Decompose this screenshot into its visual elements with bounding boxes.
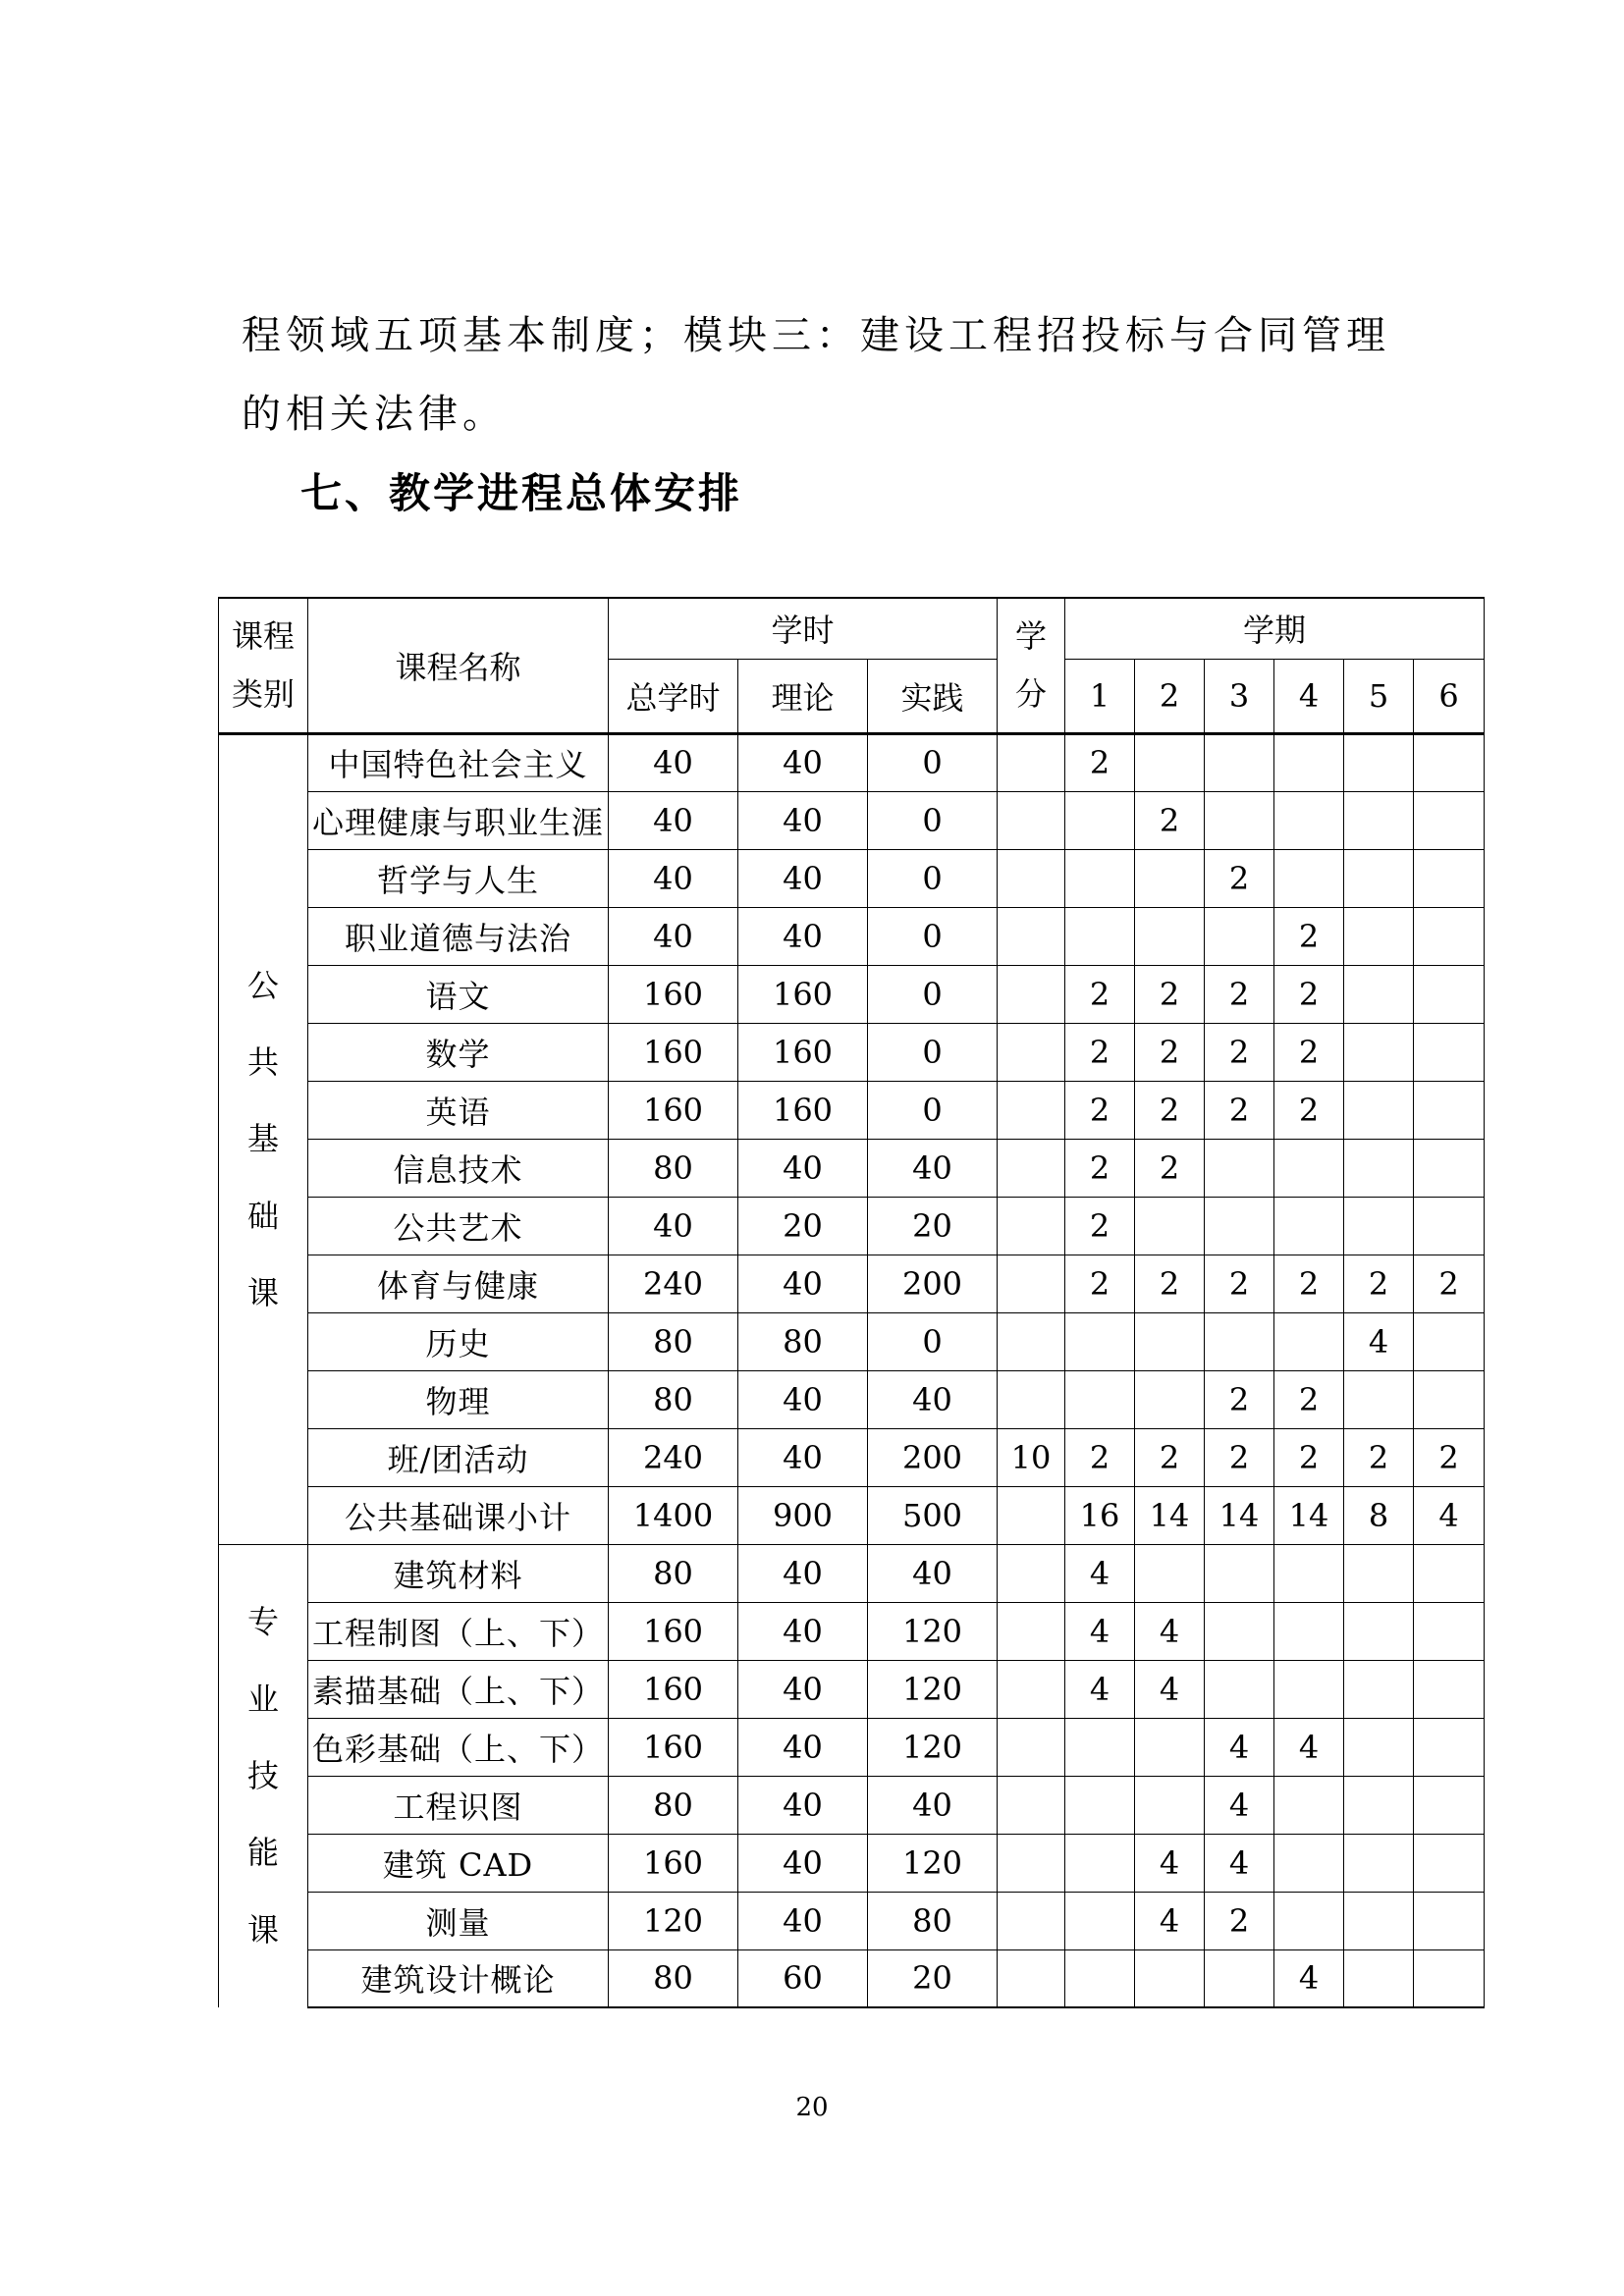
course-name-cell: 工程制图（上、下） [308,1602,609,1660]
semester-6-cell [1414,907,1485,965]
semester-2-cell [1135,1949,1205,2007]
teaching-schedule-table [218,597,1485,2008]
practice-hours-cell: 120 [868,1834,998,1892]
semester-5-cell [1344,907,1414,965]
semester-3-cell: 14 [1205,1486,1274,1544]
table-row [219,1602,1485,1660]
semester-4-cell: 2 [1274,1370,1344,1428]
theory-hours-cell: 40 [738,907,868,965]
semester-2-cell: 4 [1135,1834,1205,1892]
semester-2-cell: 2 [1135,1081,1205,1139]
semester-1-cell: 4 [1065,1602,1135,1660]
header-semester-3: 3 [1205,659,1274,733]
semester-1-cell: 2 [1065,1255,1135,1312]
semester-4-cell [1274,849,1344,907]
semester-6-cell [1414,733,1485,791]
credit-cell [998,1139,1065,1197]
semester-1-cell [1065,791,1135,849]
semester-3-cell [1205,1660,1274,1718]
semester-3-cell [1205,733,1274,791]
total-hours-cell: 1400 [609,1486,738,1544]
semester-4-cell [1274,791,1344,849]
semester-6-cell: 2 [1414,1255,1485,1312]
semester-4-cell: 2 [1274,1081,1344,1139]
credit-cell [998,733,1065,791]
semester-4-cell: 2 [1274,1023,1344,1081]
course-name-cell: 测量 [308,1892,609,1949]
table-row [219,1428,1485,1486]
semester-5-cell: 8 [1344,1486,1414,1544]
header-total-hours: 总学时 [609,659,738,733]
semester-3-cell: 2 [1205,1255,1274,1312]
semester-4-cell [1274,1139,1344,1197]
credit-cell [998,1776,1065,1834]
semester-4-cell: 14 [1274,1486,1344,1544]
semester-3-cell: 2 [1205,1428,1274,1486]
semester-4-cell [1274,1544,1344,1602]
table-row [219,907,1485,965]
semester-3-cell: 4 [1205,1776,1274,1834]
semester-4-cell [1274,1776,1344,1834]
header-credit-label: 学分 [1014,616,1047,713]
semester-4-cell [1274,1660,1344,1718]
semester-3-cell: 2 [1205,965,1274,1023]
course-name-cell: 数学 [308,1023,609,1081]
semester-1-cell [1065,1892,1135,1949]
header-credit [998,598,1065,733]
semester-6-cell [1414,1544,1485,1602]
semester-5-cell [1344,1023,1414,1081]
semester-5-cell [1344,1370,1414,1428]
semester-4-cell [1274,1602,1344,1660]
practice-hours-cell: 0 [868,1312,998,1370]
semester-4-cell: 2 [1274,965,1344,1023]
header-semester-group: 学期 [1065,598,1485,659]
semester-2-cell: 2 [1135,1139,1205,1197]
header-theory-hours: 理论 [738,659,868,733]
semester-5-cell [1344,1776,1414,1834]
semester-2-cell: 4 [1135,1892,1205,1949]
practice-hours-cell: 80 [868,1892,998,1949]
theory-hours-cell: 80 [738,1312,868,1370]
semester-2-cell: 4 [1135,1660,1205,1718]
semester-2-cell [1135,733,1205,791]
semester-2-cell: 2 [1135,791,1205,849]
semester-5-cell: 2 [1344,1428,1414,1486]
semester-4-cell: 4 [1274,1718,1344,1776]
course-name-cell: 语文 [308,965,609,1023]
semester-4-cell: 4 [1274,1949,1344,2007]
credit-cell [998,1660,1065,1718]
semester-4-cell: 2 [1274,1255,1344,1312]
semester-5-cell [1344,1197,1414,1255]
semester-1-cell [1065,1718,1135,1776]
table-row [219,1139,1485,1197]
theory-hours-cell: 40 [738,1718,868,1776]
semester-1-cell: 2 [1065,1081,1135,1139]
total-hours-cell: 160 [609,965,738,1023]
semester-6-cell [1414,1660,1485,1718]
total-hours-cell: 240 [609,1428,738,1486]
table-row [219,1544,1485,1602]
course-name-cell: 色彩基础（上、下） [308,1718,609,1776]
semester-5-cell [1344,1834,1414,1892]
course-name-cell: 物理 [308,1370,609,1428]
credit-cell [998,1544,1065,1602]
semester-1-cell: 4 [1065,1660,1135,1718]
header-hours-group: 学时 [609,598,998,659]
semester-5-cell [1344,1602,1414,1660]
semester-3-cell: 2 [1205,1081,1274,1139]
credit-cell [998,907,1065,965]
semester-1-cell [1065,1370,1135,1428]
credit-cell [998,1892,1065,1949]
semester-5-cell [1344,849,1414,907]
credit-cell [998,1312,1065,1370]
practice-hours-cell: 120 [868,1718,998,1776]
theory-hours-cell: 40 [738,1255,868,1312]
semester-2-cell [1135,1544,1205,1602]
practice-hours-cell: 40 [868,1776,998,1834]
semester-2-cell: 14 [1135,1486,1205,1544]
semester-5-cell [1344,1892,1414,1949]
table-header [219,598,1485,733]
semester-6-cell [1414,1081,1485,1139]
theory-hours-cell: 40 [738,1544,868,1602]
total-hours-cell: 80 [609,1544,738,1602]
theory-hours-cell: 20 [738,1197,868,1255]
semester-3-cell: 4 [1205,1834,1274,1892]
semester-1-cell: 2 [1065,1023,1135,1081]
practice-hours-cell: 500 [868,1486,998,1544]
total-hours-cell: 160 [609,1834,738,1892]
theory-hours-cell: 40 [738,849,868,907]
course-name-cell: 公共基础课小计 [308,1486,609,1544]
course-name-cell: 英语 [308,1081,609,1139]
semester-4-cell [1274,1892,1344,1949]
theory-hours-cell: 40 [738,1892,868,1949]
semester-2-cell [1135,849,1205,907]
total-hours-cell: 80 [609,1139,738,1197]
semester-3-cell: 2 [1205,1892,1274,1949]
semester-1-cell: 2 [1065,965,1135,1023]
semester-3-cell [1205,791,1274,849]
practice-hours-cell: 0 [868,1081,998,1139]
practice-hours-cell: 20 [868,1197,998,1255]
practice-hours-cell: 0 [868,849,998,907]
theory-hours-cell: 40 [738,1370,868,1428]
course-category-cell [219,1544,308,2007]
course-name-cell: 建筑材料 [308,1544,609,1602]
header-practice-hours: 实践 [868,659,998,733]
paragraph-line-2: 的相关法律。 [242,392,507,437]
semester-2-cell [1135,1312,1205,1370]
course-name-cell: 历史 [308,1312,609,1370]
course-name-cell: 信息技术 [308,1139,609,1197]
course-name-cell: 班/团活动 [308,1428,609,1486]
course-name-cell: 中国特色社会主义 [308,733,609,791]
table-row [219,733,1485,791]
credit-cell [998,1370,1065,1428]
semester-5-cell [1344,1081,1414,1139]
header-semester-2: 2 [1135,659,1205,733]
semester-4-cell [1274,1834,1344,1892]
semester-5-cell [1344,791,1414,849]
table-row [219,849,1485,907]
credit-cell [998,1718,1065,1776]
table-row [219,1312,1485,1370]
practice-hours-cell: 120 [868,1602,998,1660]
practice-hours-cell: 120 [868,1660,998,1718]
semester-1-cell [1065,907,1135,965]
credit-cell [998,1834,1065,1892]
table-row [219,1197,1485,1255]
total-hours-cell: 40 [609,849,738,907]
course-name-cell: 公共艺术 [308,1197,609,1255]
semester-4-cell: 2 [1274,1428,1344,1486]
total-hours-cell: 40 [609,791,738,849]
practice-hours-cell: 20 [868,1949,998,2007]
course-name-cell: 素描基础（上、下） [308,1660,609,1718]
semester-3-cell [1205,1602,1274,1660]
header-course-category [219,598,308,733]
practice-hours-cell: 200 [868,1255,998,1312]
semester-2-cell: 2 [1135,1023,1205,1081]
table-row [219,1718,1485,1776]
semester-1-cell [1065,1776,1135,1834]
total-hours-cell: 40 [609,733,738,791]
semester-6-cell [1414,1312,1485,1370]
practice-hours-cell: 0 [868,1023,998,1081]
table-row [219,791,1485,849]
table-row [219,1949,1485,2007]
semester-5-cell [1344,1718,1414,1776]
theory-hours-cell: 60 [738,1949,868,2007]
semester-6-cell [1414,849,1485,907]
semester-6-cell [1414,1776,1485,1834]
total-hours-cell: 80 [609,1370,738,1428]
semester-5-cell: 2 [1344,1255,1414,1312]
semester-6-cell [1414,1370,1485,1428]
table-row [219,1892,1485,1949]
semester-6-cell [1414,1023,1485,1081]
semester-2-cell: 2 [1135,965,1205,1023]
section-heading: 七、教学进程总体安排 [300,469,743,517]
credit-cell [998,965,1065,1023]
credit-cell [998,1602,1065,1660]
practice-hours-cell: 200 [868,1428,998,1486]
semester-1-cell: 4 [1065,1544,1135,1602]
credit-cell [998,1255,1065,1312]
course-name-cell: 建筑设计概论 [308,1949,609,2007]
header-course-name: 课程名称 [308,598,609,733]
total-hours-cell: 40 [609,1197,738,1255]
credit-cell: 10 [998,1428,1065,1486]
semester-6-cell [1414,965,1485,1023]
semester-1-cell: 2 [1065,1139,1135,1197]
course-name-cell: 体育与健康 [308,1255,609,1312]
total-hours-cell: 240 [609,1255,738,1312]
semester-1-cell [1065,1312,1135,1370]
semester-6-cell [1414,1892,1485,1949]
semester-3-cell [1205,1544,1274,1602]
credit-cell [998,791,1065,849]
practice-hours-cell: 40 [868,1544,998,1602]
semester-5-cell [1344,965,1414,1023]
semester-3-cell: 2 [1205,1370,1274,1428]
semester-6-cell [1414,1949,1485,2007]
table-row [219,1023,1485,1081]
semester-2-cell [1135,1776,1205,1834]
semester-6-cell [1414,1602,1485,1660]
theory-hours-cell: 40 [738,733,868,791]
header-semester-6: 6 [1414,659,1485,733]
semester-5-cell [1344,1544,1414,1602]
table-row [219,1370,1485,1428]
semester-4-cell [1274,1312,1344,1370]
header-semester-4: 4 [1274,659,1344,733]
total-hours-cell: 160 [609,1718,738,1776]
total-hours-cell: 80 [609,1312,738,1370]
credit-cell [998,1023,1065,1081]
semester-1-cell: 2 [1065,1197,1135,1255]
semester-2-cell: 2 [1135,1428,1205,1486]
semester-6-cell: 2 [1414,1428,1485,1486]
semester-1-cell: 2 [1065,1428,1135,1486]
total-hours-cell: 160 [609,1023,738,1081]
semester-6-cell [1414,1718,1485,1776]
semester-3-cell [1205,1312,1274,1370]
practice-hours-cell: 0 [868,791,998,849]
semester-4-cell [1274,733,1344,791]
practice-hours-cell: 40 [868,1370,998,1428]
table-row [219,1776,1485,1834]
theory-hours-cell: 40 [738,791,868,849]
table-body [219,733,1485,2007]
semester-3-cell [1205,907,1274,965]
course-name-cell: 职业道德与法治 [308,907,609,965]
credit-cell [998,849,1065,907]
table-row [219,1834,1485,1892]
semester-2-cell [1135,1197,1205,1255]
credit-cell [998,1081,1065,1139]
total-hours-cell: 160 [609,1602,738,1660]
table-row [219,1660,1485,1718]
course-name-cell: 心理健康与职业生涯 [308,791,609,849]
theory-hours-cell: 40 [738,1834,868,1892]
semester-1-cell [1065,1834,1135,1892]
semester-4-cell: 2 [1274,907,1344,965]
semester-6-cell: 4 [1414,1486,1485,1544]
semester-3-cell [1205,1139,1274,1197]
credit-cell [998,1197,1065,1255]
semester-2-cell: 2 [1135,1255,1205,1312]
semester-3-cell [1205,1197,1274,1255]
semester-2-cell: 4 [1135,1602,1205,1660]
theory-hours-cell: 40 [738,1602,868,1660]
total-hours-cell: 160 [609,1081,738,1139]
semester-4-cell [1274,1197,1344,1255]
semester-5-cell [1344,1949,1414,2007]
semester-3-cell: 2 [1205,849,1274,907]
paragraph-line-1: 程领域五项基本制度；模块三：建设工程招投标与合同管理 [242,313,1390,358]
course-category-label: 专业技能课 [246,1603,279,1949]
semester-2-cell [1135,1370,1205,1428]
practice-hours-cell: 40 [868,1139,998,1197]
course-name-cell: 工程识图 [308,1776,609,1834]
theory-hours-cell: 160 [738,1081,868,1139]
semester-1-cell [1065,1949,1135,2007]
header-row-groups [219,598,1485,659]
table-row [219,965,1485,1023]
total-hours-cell: 80 [609,1949,738,2007]
semester-6-cell [1414,1834,1485,1892]
semester-5-cell [1344,1139,1414,1197]
semester-2-cell [1135,907,1205,965]
practice-hours-cell: 0 [868,733,998,791]
total-hours-cell: 40 [609,907,738,965]
theory-hours-cell: 160 [738,965,868,1023]
course-name-cell: 建筑 CAD [308,1834,609,1892]
theory-hours-cell: 40 [738,1776,868,1834]
page-number: 20 [795,2093,829,2122]
semester-1-cell [1065,849,1135,907]
theory-hours-cell: 40 [738,1139,868,1197]
semester-5-cell: 4 [1344,1312,1414,1370]
total-hours-cell: 160 [609,1660,738,1718]
header-semester-5: 5 [1344,659,1414,733]
semester-3-cell: 4 [1205,1718,1274,1776]
table-row [219,1081,1485,1139]
practice-hours-cell: 0 [868,965,998,1023]
semester-2-cell [1135,1718,1205,1776]
credit-cell [998,1949,1065,2007]
course-category-cell [219,733,308,1544]
theory-hours-cell: 160 [738,1023,868,1081]
header-semester-1: 1 [1065,659,1135,733]
table-row [219,1255,1485,1312]
theory-hours-cell: 40 [738,1428,868,1486]
total-hours-cell: 80 [609,1776,738,1834]
semester-6-cell [1414,1197,1485,1255]
semester-5-cell [1344,733,1414,791]
semester-5-cell [1344,1660,1414,1718]
course-name-cell: 哲学与人生 [308,849,609,907]
credit-cell [998,1486,1065,1544]
total-hours-cell: 120 [609,1892,738,1949]
semester-3-cell [1205,1949,1274,2007]
header-course-category-label: 课程类别 [231,616,295,713]
theory-hours-cell: 900 [738,1486,868,1544]
semester-6-cell [1414,791,1485,849]
course-category-label: 公共基础课 [246,966,279,1312]
semester-3-cell: 2 [1205,1023,1274,1081]
practice-hours-cell: 0 [868,907,998,965]
semester-6-cell [1414,1139,1485,1197]
theory-hours-cell: 40 [738,1660,868,1718]
table-row [219,1486,1485,1544]
semester-1-cell: 16 [1065,1486,1135,1544]
semester-1-cell: 2 [1065,733,1135,791]
